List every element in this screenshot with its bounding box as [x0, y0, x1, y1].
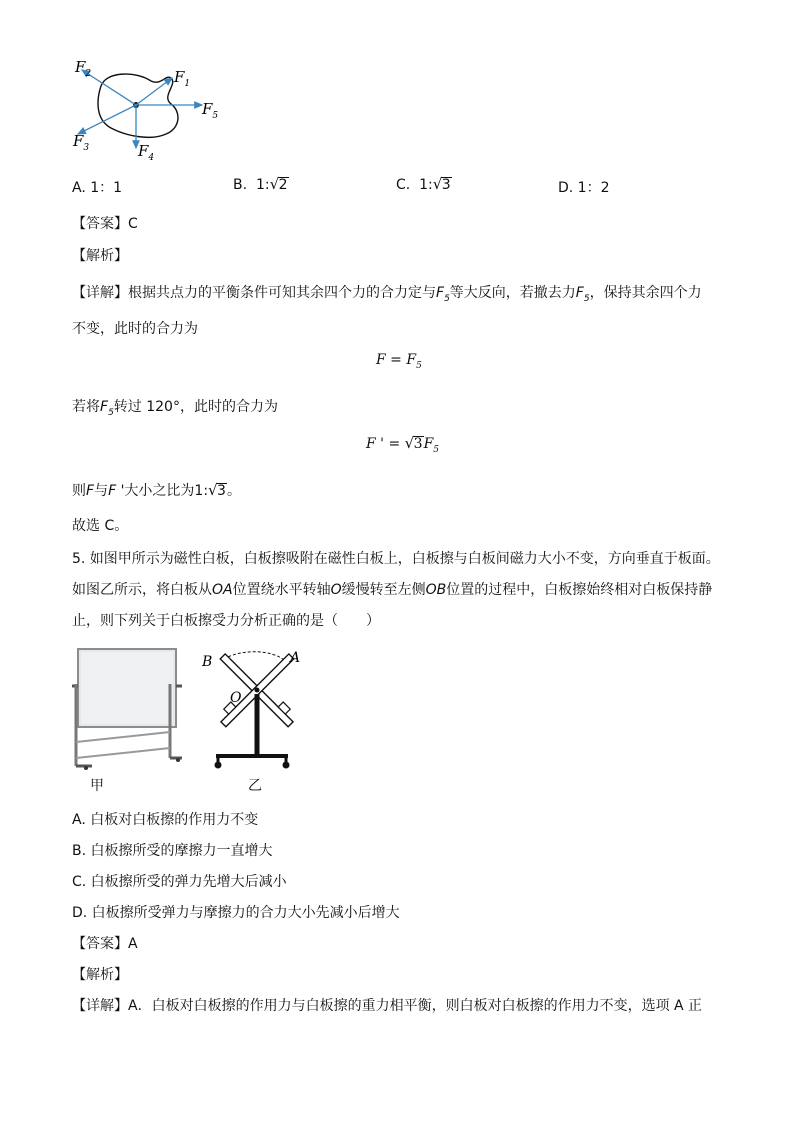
- q4-answer: 【答案】C: [72, 216, 138, 232]
- label-f3: $F_3$: [73, 132, 90, 153]
- q4-rotate-line: 若将$F_5$转过 120°，此时的合力为: [72, 399, 278, 418]
- q5-answer: 【答案】A: [72, 936, 138, 952]
- equation-2: F ' = √ $3F_5$: [366, 434, 440, 455]
- q4-detail-line2: 不变，此时的合力为: [72, 321, 198, 337]
- q5-option-b: B. 白板擦所受的摩擦力一直增大: [72, 843, 273, 859]
- force-diagram: [66, 56, 226, 166]
- q5-analysis-label: 【解析】: [72, 967, 128, 983]
- equation-1: $F = F_5$: [376, 352, 422, 371]
- q4-conclusion: 故选 C。: [72, 518, 129, 534]
- q5-option-c: C. 白板擦所受的弹力先增大后减小: [72, 874, 287, 890]
- q5-stem-line3: 止，则下列关于白板擦受力分析正确的是（ ）: [72, 613, 380, 629]
- q5-stem-line1: 5. 如图甲所示为磁性白板，白板擦吸附在磁性白板上，白板擦与白板间磁力大小不变，方向垂直于板面。: [72, 551, 720, 567]
- label-O: O: [230, 690, 242, 706]
- figure-label-yi: 乙: [248, 778, 262, 794]
- q4-analysis-label: 【解析】: [72, 248, 128, 264]
- rotation-schematic: [202, 646, 306, 770]
- q4-detail-line1: 【详解】根据共点力的平衡条件可知其余四个力的合力定与$F_5$等大反向，若撤去力$F_5$，保持其余四个力: [72, 285, 702, 304]
- label-f4: $F_4$: [138, 142, 155, 163]
- label-f2: $F_2$: [75, 58, 92, 79]
- option-d: D. 1：2: [558, 180, 610, 196]
- force-arrow-f3: [78, 105, 136, 134]
- q4-ratio-line: 则F与F '大小之比为1: √ 3。: [72, 481, 241, 499]
- option-a: A. 1：1: [72, 180, 123, 196]
- label-f5: $F_5$: [202, 100, 219, 121]
- q5-option-a: A. 白板对白板擦的作用力不变: [72, 812, 259, 828]
- whiteboard-photo: [70, 646, 186, 772]
- label-A: A: [290, 650, 301, 666]
- label-f1: $F_1$: [174, 68, 191, 89]
- figure-label-jia: 甲: [90, 778, 104, 794]
- option-b: B. 1: √ 2: [233, 175, 288, 193]
- q5-option-d: D. 白板擦所受弹力与摩擦力的合力大小先减小后增大: [72, 905, 400, 921]
- q5-detail: 【详解】A．白板对白板擦的作用力与白板擦的重力相平衡，则白板对白板擦的作用力不变，选项 A 正: [72, 998, 703, 1014]
- label-B: B: [202, 654, 213, 670]
- option-c: C. 1: √ 3: [396, 175, 451, 193]
- q5-stem-line2: 如图乙所示，将白板从OA位置绕水平转轴O缓慢转至左侧OB位置的过程中，白板擦始终相对白板保持静: [72, 582, 713, 598]
